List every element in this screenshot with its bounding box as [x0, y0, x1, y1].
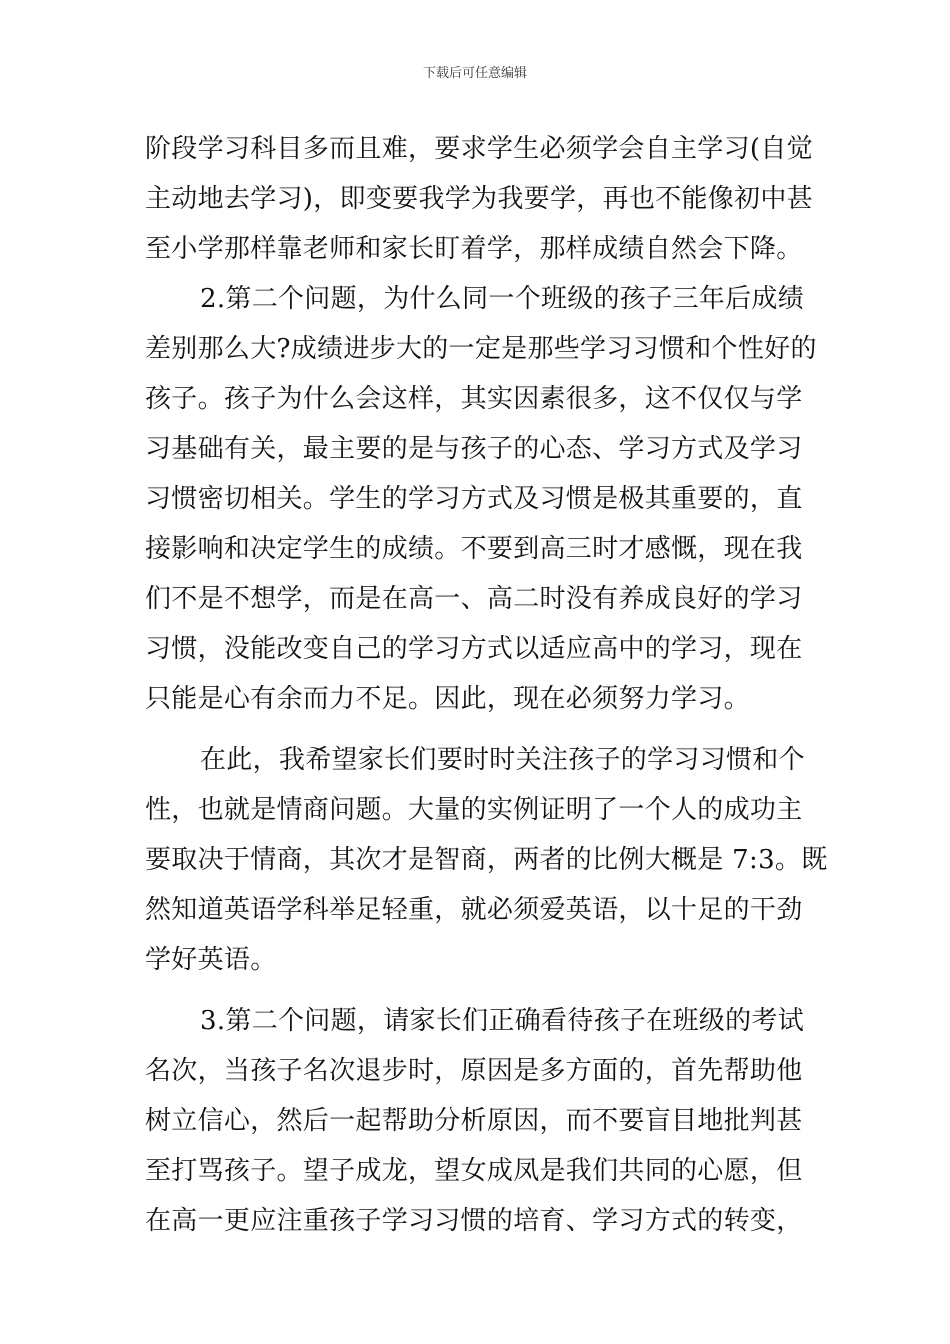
paragraph-4 — [145, 996, 809, 1246]
text-line: 孩子。孩子为什么会这样，其实因素很多，这不仅仅与学 — [145, 384, 803, 414]
text-line: 至小学那样靠老师和家长盯着学，那样成绩自然会下降。 — [145, 234, 803, 264]
paragraph-spacer — [145, 724, 809, 735]
text-line: 2.第二个问题，为什么同一个班级的孩子三年后成绩 — [200, 284, 805, 314]
text-line: 至打骂孩子。望子成龙，望女成凤是我们共同的心愿，但 — [145, 1156, 803, 1186]
document-body — [145, 124, 828, 1246]
text-line: 习基础有关，最主要的是与孩子的心态、学习方式及学习 — [145, 434, 803, 464]
text-line: 阶段学习科目多而且难，要求学生必须学会自主学习(自觉 — [145, 134, 813, 164]
text-line: 习惯，没能改变自己的学习方式以适应高中的学习，现在 — [145, 634, 803, 664]
page-header-note: 下载后可任意编辑 — [422, 66, 527, 81]
paragraph-3 — [145, 735, 828, 985]
text-line: 习惯密切相关。学生的学习方式及习惯是极其重要的，直 — [145, 484, 803, 514]
text-line: 树立信心，然后一起帮助分析原因，而不要盲目地批判甚 — [145, 1106, 803, 1136]
text-line: 只能是心有余而力不足。因此，现在必须努力学习。 — [145, 684, 750, 714]
text-line: 主动地去学习)，即变要我学为我要学，再也不能像初中甚 — [145, 184, 813, 214]
paragraph-1 — [145, 124, 813, 274]
text-line: 3.第二个问题，请家长们正确看待孩子在班级的考试 — [200, 1006, 805, 1036]
text-line: 学好英语。 — [145, 945, 277, 975]
text-line: 名次，当孩子名次退步时，原因是多方面的，首先帮助他 — [145, 1056, 803, 1086]
text-line: 要取决于情商，其次才是智商，两者的比例大概是 7:3。既 — [145, 845, 828, 875]
text-line: 在此，我希望家长们要时时关注孩子的学习习惯和个 — [200, 745, 805, 775]
paragraph-spacer — [145, 985, 809, 996]
paragraph-2 — [145, 274, 817, 724]
text-line: 在高一更应注重孩子学习习惯的培育、学习方式的转变， — [145, 1206, 803, 1236]
text-line: 接影响和决定学生的成绩。不要到高三时才感慨，现在我 — [145, 534, 803, 564]
text-line: 性，也就是情商问题。大量的实例证明了一个人的成功主 — [145, 795, 803, 825]
text-line: 然知道英语学科举足轻重，就必须爱英语，以十足的干劲 — [145, 895, 803, 925]
text-line: 们不是不想学，而是在高一、高二时没有养成良好的学习 — [145, 584, 803, 614]
text-line: 差别那么大?成绩进步大的一定是那些学习习惯和个性好的 — [145, 334, 817, 364]
